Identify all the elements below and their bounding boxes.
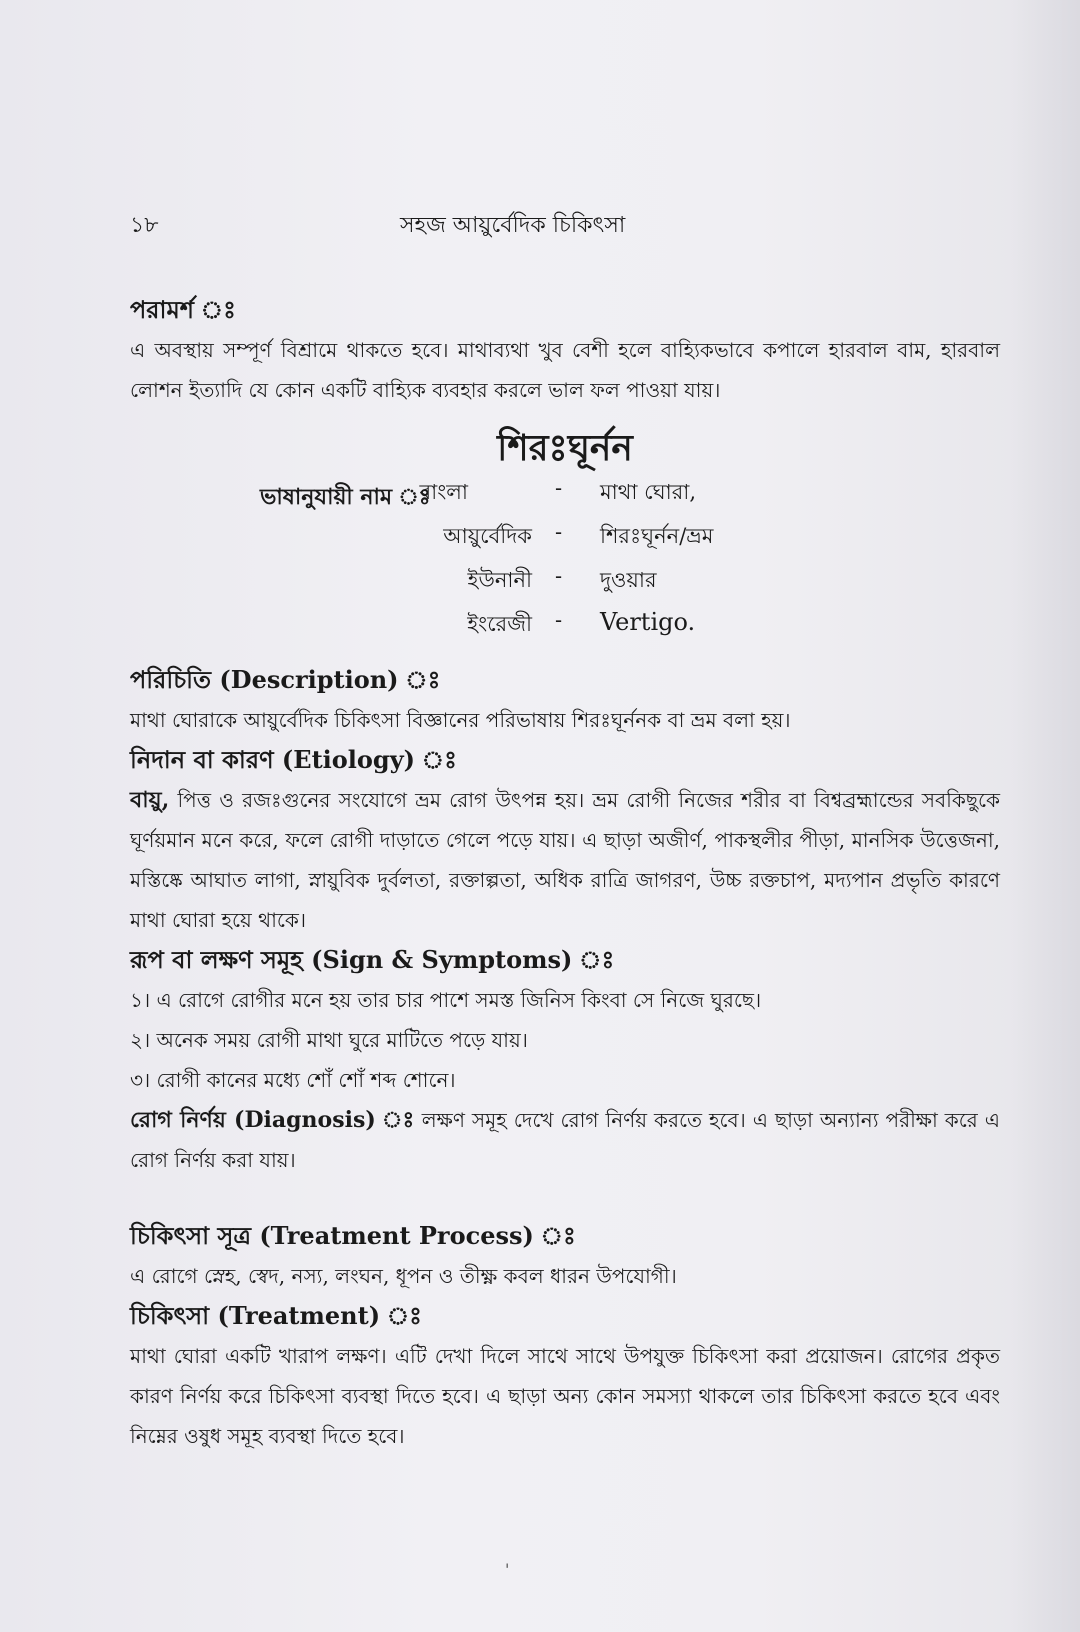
section-spacer	[130, 1180, 1000, 1216]
name-language: আয়ুর্বেদিক	[443, 524, 532, 548]
chapter-title: শিরঃঘূর্নন	[497, 427, 633, 469]
name-language: বাংলা	[419, 480, 468, 504]
page-header	[130, 208, 1000, 248]
name-row-english	[130, 608, 1000, 652]
language-names-label: ভাষানুযায়ী নাম ঃ	[260, 484, 431, 510]
treatment-text: মাথা ঘোরা একটি খারাপ লক্ষণ। এটি দেখা দিলে সাথে সাথে উপযুক্ত চিকিৎসা করা প্রয়োজন। রোগের প্রকৃত কারণ নির্ণয় করে চিকিৎসা ব্যবস্থা দিতে হবে। এ ছাড়া অন্য কোন সমস্যা থাকলে তার চিকিৎসা করতে হবে এবং নিম্নের ওষুধ সমূহ ব্যবস্থা দিতে হবে।	[130, 1344, 1000, 1448]
name-value: Vertigo.	[600, 608, 696, 636]
name-dash: -	[555, 476, 563, 500]
page-number: ১৮	[130, 213, 159, 238]
diagnosis-body: লক্ষণ সমূহ দেখে রোগ নির্ণয় করতে হবে। এ ছাড়া অন্যান্য পরীক্ষা করে এ রোগ নির্ণয় করা যায়।	[130, 1108, 1000, 1172]
name-dash: -	[555, 520, 563, 544]
name-row-ayurvedic	[130, 520, 1000, 564]
name-row-bangla	[130, 476, 1000, 520]
footer-mark: '	[505, 1560, 510, 1579]
etiology-body: পিত্ত ও রজঃগুনের সংযোগে ভ্রম রোগ উৎপন্ন হয়। ভ্রম রোগী নিজের শরীর বা বিশ্বব্রহ্মান্ডের সবকিছুকে ঘূর্ণয়মান মনে করে, ফলে রোগী দাড়াতে গেলে পড়ে যায়। এ ছাড়া অজীর্ণ, পাকস্থলীর পীড়া, মানসিক উত্তেজনা, মস্তিষ্কে আঘাত লাগা, স্নায়ুবিক দুর্বলতা, রক্তাল্পতা, অধিক রাত্রি জাগরণ, উচ্চ রক্তচাপ, মদ্যপান প্রভৃতি কারণে মাথা ঘোরা হয়ে থাকে।	[130, 788, 1000, 932]
symptom-item: ৩। রোগী কানের মধ্যে শোঁ শোঁ শব্দ শোনে।	[130, 1068, 456, 1092]
name-value: দুওয়ার	[600, 568, 657, 592]
etiology-text	[130, 780, 1000, 940]
page-content	[130, 290, 1000, 1456]
symptoms-heading: রূপ বা লক্ষণ সমূহ (Sign & Symptoms) ঃ	[130, 945, 615, 974]
symptom-item: ২। অনেক সময় রোগী মাথা ঘুরে মাটিতে পড়ে যায়।	[130, 1028, 528, 1052]
diagnosis-heading: রোগ নির্ণয় (Diagnosis) ঃ	[130, 1107, 415, 1133]
name-language: ইউনানী	[467, 568, 532, 592]
diagnosis-text	[130, 1100, 1000, 1180]
treatment-heading: চিকিৎসা (Treatment) ঃ	[130, 1301, 422, 1330]
scan-shadow	[1010, 0, 1080, 1632]
running-title: সহজ আয়ুর্বেদিক চিকিৎসা	[400, 213, 626, 238]
etiology-heading: নিদান বা কারণ (Etiology) ঃ	[130, 745, 457, 774]
etiology-lead: বায়ু,	[130, 787, 170, 813]
description-heading: পরিচিতি (Description) ঃ	[130, 665, 441, 694]
advice-text: এ অবস্থায় সম্পূর্ণ বিশ্রামে থাকতে হবে। মাথাব্যথা খুব বেশী হলে বাহ্যিকভাবে কপালে হারবাল বাম, হারবাল লোশন ইত্যাদি যে কোন একটি বাহ্যিক ব্যবহার করলে ভাল ফল পাওয়া যায়।	[130, 338, 1000, 402]
name-value: মাথা ঘোরা,	[600, 480, 697, 504]
name-value: শিরঃঘূর্নন/ভ্রম	[600, 524, 714, 548]
treatment-process-heading: চিকিৎসা সূত্র (Treatment Process) ঃ	[130, 1221, 576, 1250]
name-language: ইংরেজী	[467, 612, 532, 636]
symptom-item: ১। এ রোগে রোগীর মনে হয় তার চার পাশে সমস্ত জিনিস কিংবা সে নিজে ঘুরছে।	[130, 988, 762, 1012]
name-dash: -	[555, 608, 563, 632]
description-text: মাথা ঘোরাকে আয়ুর্বেদিক চিকিৎসা বিজ্ঞানের পরিভাষায় শিরঃঘূর্ননক বা ভ্রম বলা হয়।	[130, 708, 791, 732]
treatment-process-text: এ রোগে স্নেহ, স্বেদ, নস্য, লংঘন, ধূপন ও তীক্ষ্ণ কবল ধারন উপযোগী।	[130, 1264, 677, 1288]
advice-heading: পরামর্শ ঃ	[130, 295, 236, 324]
language-names-table	[130, 476, 1000, 660]
name-dash: -	[555, 564, 563, 588]
name-row-unani	[130, 564, 1000, 608]
